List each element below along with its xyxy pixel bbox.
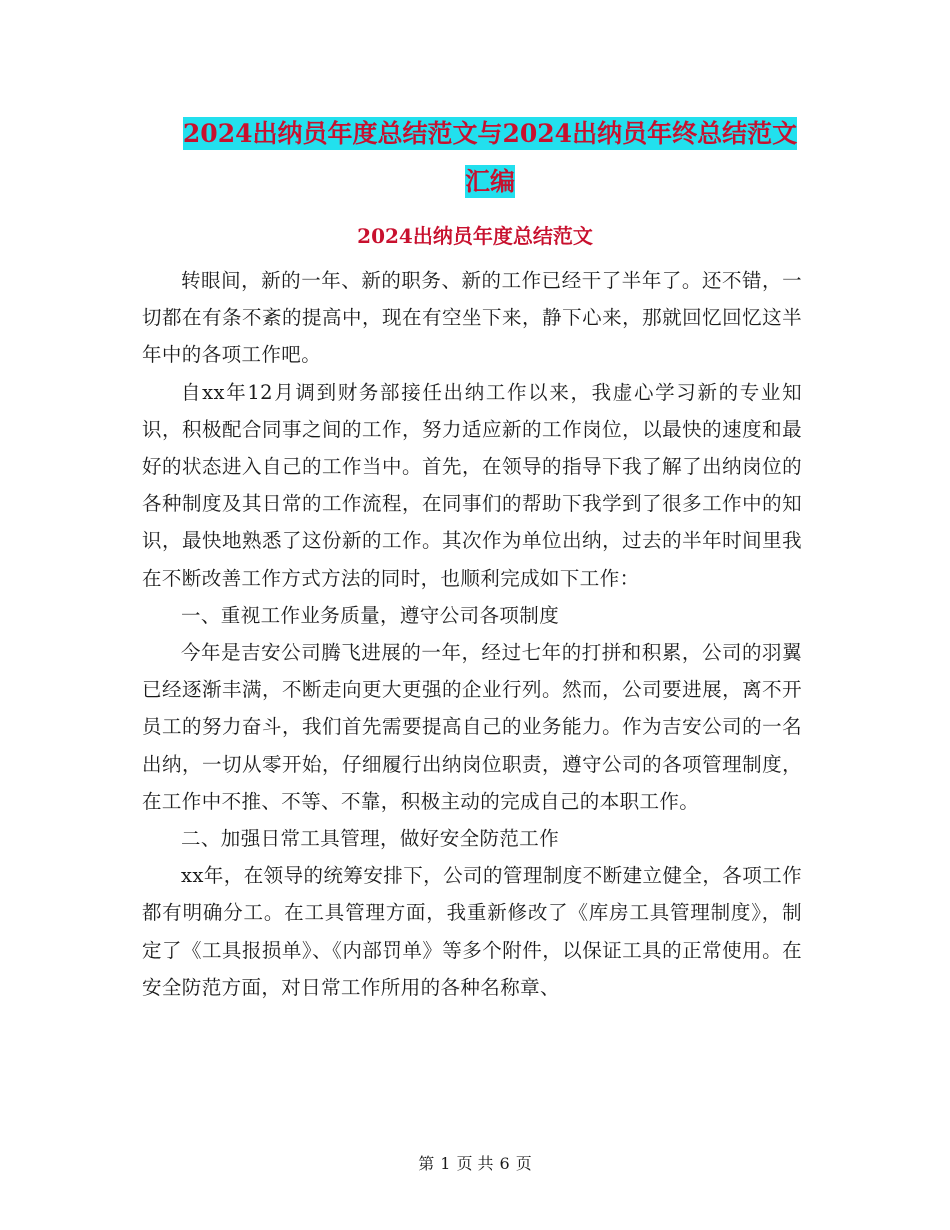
document-title-line2: 汇编 xyxy=(464,167,515,196)
document-title-line1: 2024出纳员年度总结范文与2024出纳员年终总结范文 xyxy=(182,119,798,148)
paragraph: 今年是吉安公司腾飞进展的一年，经过七年的打拼和积累，公司的羽翼已经逐渐丰满，不断走向更大更强的企业行列。然而，公司要进展，离不开员工的努力奋斗，我们首先需要提高自己的业务能力。作为吉安公司的一名出纳，一切从零开始，仔细履行出纳岗位职责，遵守公司的各项管理制度，在工作中不推、不等、不靠，积极主动的完成自己的本职工作。 xyxy=(142,641,802,813)
footer-middle: 页 共 xyxy=(456,1154,494,1173)
page-number-current: 1 xyxy=(440,1154,451,1173)
paragraph-heading: 二、加强日常工具管理，做好安全防范工作 xyxy=(181,827,560,851)
document-title xyxy=(150,110,830,206)
document-body xyxy=(142,262,802,1006)
paragraph: xx年，在领导的统筹安排下，公司的管理制度不断建立健全，各项工作都有明确分工。在工具管理方面，我重新修改了《库房工具管理制度》，制定了《工具报损单》、《内部罚单》等多个附件，以保证工具的正常使用。在安全防范方面，对日常工作所用的各种名称章、 xyxy=(142,864,802,999)
section-title: 2024出纳员年度总结范文 xyxy=(357,224,593,248)
paragraph-heading: 一、重视工作业务质量，遵守公司各项制度 xyxy=(181,603,560,627)
page-number-total: 6 xyxy=(499,1154,510,1173)
paragraph: 转眼间，新的一年、新的职务、新的工作已经干了半年了。还不错，一切都在有条不紊的提高中，现在有空坐下来，静下心来，那就回忆回忆这半年中的各项工作吧。 xyxy=(142,269,802,367)
page-footer xyxy=(0,1152,950,1176)
paragraph: 自xx年12月调到财务部接任出纳工作以来，我虚心学习新的专业知识，积极配合同事之间的工作，努力适应新的工作岗位，以最快的速度和最好的状态进入自己的工作当中。首先，在领导的指导下我了解了出纳岗位的各种制度及其日常的工作流程，在同事们的帮助下我学到了很多工作中的知识，最快地熟悉了这份新的工作。其次作为单位出纳，过去的半年时间里我在不断改善工作方式方法的同时，也顺利完成如下工作： xyxy=(142,380,802,590)
footer-suffix: 页 xyxy=(515,1154,532,1173)
footer-prefix: 第 xyxy=(418,1154,435,1173)
